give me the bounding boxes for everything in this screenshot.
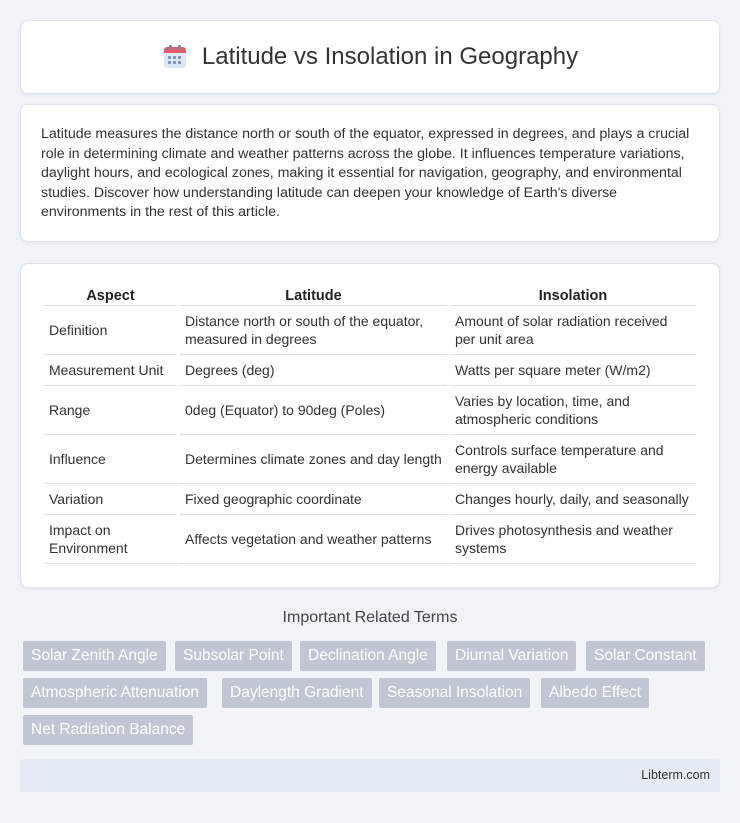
page-title: Latitude vs Insolation in Geography: [201, 43, 579, 70]
header-latitude: Latitude: [180, 284, 447, 306]
table-row: [44, 484, 696, 515]
cell-aspect: Impact on Environment: [44, 515, 177, 564]
cell-latitude: Determines climate zones and day length: [180, 435, 447, 484]
cell-insolation: Changes hourly, daily, and seasonally: [450, 484, 696, 515]
tag-atmospheric-attenuation[interactable]: Atmospheric Attenuation: [23, 678, 207, 708]
table-row: [44, 386, 696, 435]
tag-diurnal-variation[interactable]: Diurnal Variation: [447, 641, 576, 671]
table-row: [44, 435, 696, 484]
title-card: [20, 20, 720, 94]
header-aspect: Aspect: [44, 284, 177, 306]
tag-solar-zenith-angle[interactable]: Solar Zenith Angle: [23, 641, 166, 671]
tag-declination-angle[interactable]: Declination Angle: [300, 641, 436, 671]
tag-subsolar-point[interactable]: Subsolar Point: [175, 641, 292, 671]
footer: [20, 759, 720, 792]
cell-aspect: Variation: [44, 484, 177, 515]
header-insolation: Insolation: [450, 284, 696, 306]
cell-aspect: Influence: [44, 435, 177, 484]
tag-solar-constant[interactable]: Solar Constant: [586, 641, 705, 671]
cell-insolation: Varies by location, time, and atmospheric conditions: [450, 386, 696, 435]
footer-site-link[interactable]: Libterm.com: [641, 768, 710, 782]
table-header-row: [44, 284, 696, 306]
comparison-card: [20, 263, 720, 588]
comparison-table: [41, 284, 699, 564]
tag-albedo-effect[interactable]: Albedo Effect: [541, 678, 649, 708]
intro-text: Latitude measures the distance north or south of the equator, expressed in degrees, and plays a crucial role in determining climate and weather patterns across the globe. It influences temperature variations, daylight hours, and ecological zones, making it essential for navigation, geography, and environmental studies. Discover how understanding latitude can deepen your knowledge of Earth's diverse environments in the rest of this article.: [41, 126, 690, 221]
cell-insolation: Controls surface temperature and energy available: [450, 435, 696, 484]
cell-aspect: Measurement Unit: [44, 355, 177, 386]
tag-seasonal-insolation[interactable]: Seasonal Insolation: [379, 678, 530, 708]
cell-insolation: Drives photosynthesis and weather systems: [450, 515, 696, 564]
cell-latitude: Affects vegetation and weather patterns: [180, 515, 447, 564]
tag-net-radiation-balance[interactable]: Net Radiation Balance: [23, 715, 193, 745]
cell-latitude: 0deg (Equator) to 90deg (Poles): [180, 386, 447, 435]
cell-aspect: Definition: [44, 306, 177, 355]
table-row: [44, 515, 696, 564]
table-row: [44, 355, 696, 386]
cell-aspect: Range: [44, 386, 177, 435]
table-row: [44, 306, 696, 355]
title-wrap: [162, 43, 578, 71]
cell-insolation: Amount of solar radiation received per unit area: [450, 306, 696, 355]
related-terms-title: Important Related Terms: [282, 609, 458, 626]
calendar-icon: [162, 44, 188, 70]
cell-latitude: Fixed geographic coordinate: [180, 484, 447, 515]
tag-daylength-gradient[interactable]: Daylength Gradient: [222, 678, 372, 708]
cell-insolation: Watts per square meter (W/m2): [450, 355, 696, 386]
intro-card: [20, 104, 720, 242]
cell-latitude: Degrees (deg): [180, 355, 447, 386]
cell-latitude: Distance north or south of the equator, measured in degrees: [180, 306, 447, 355]
